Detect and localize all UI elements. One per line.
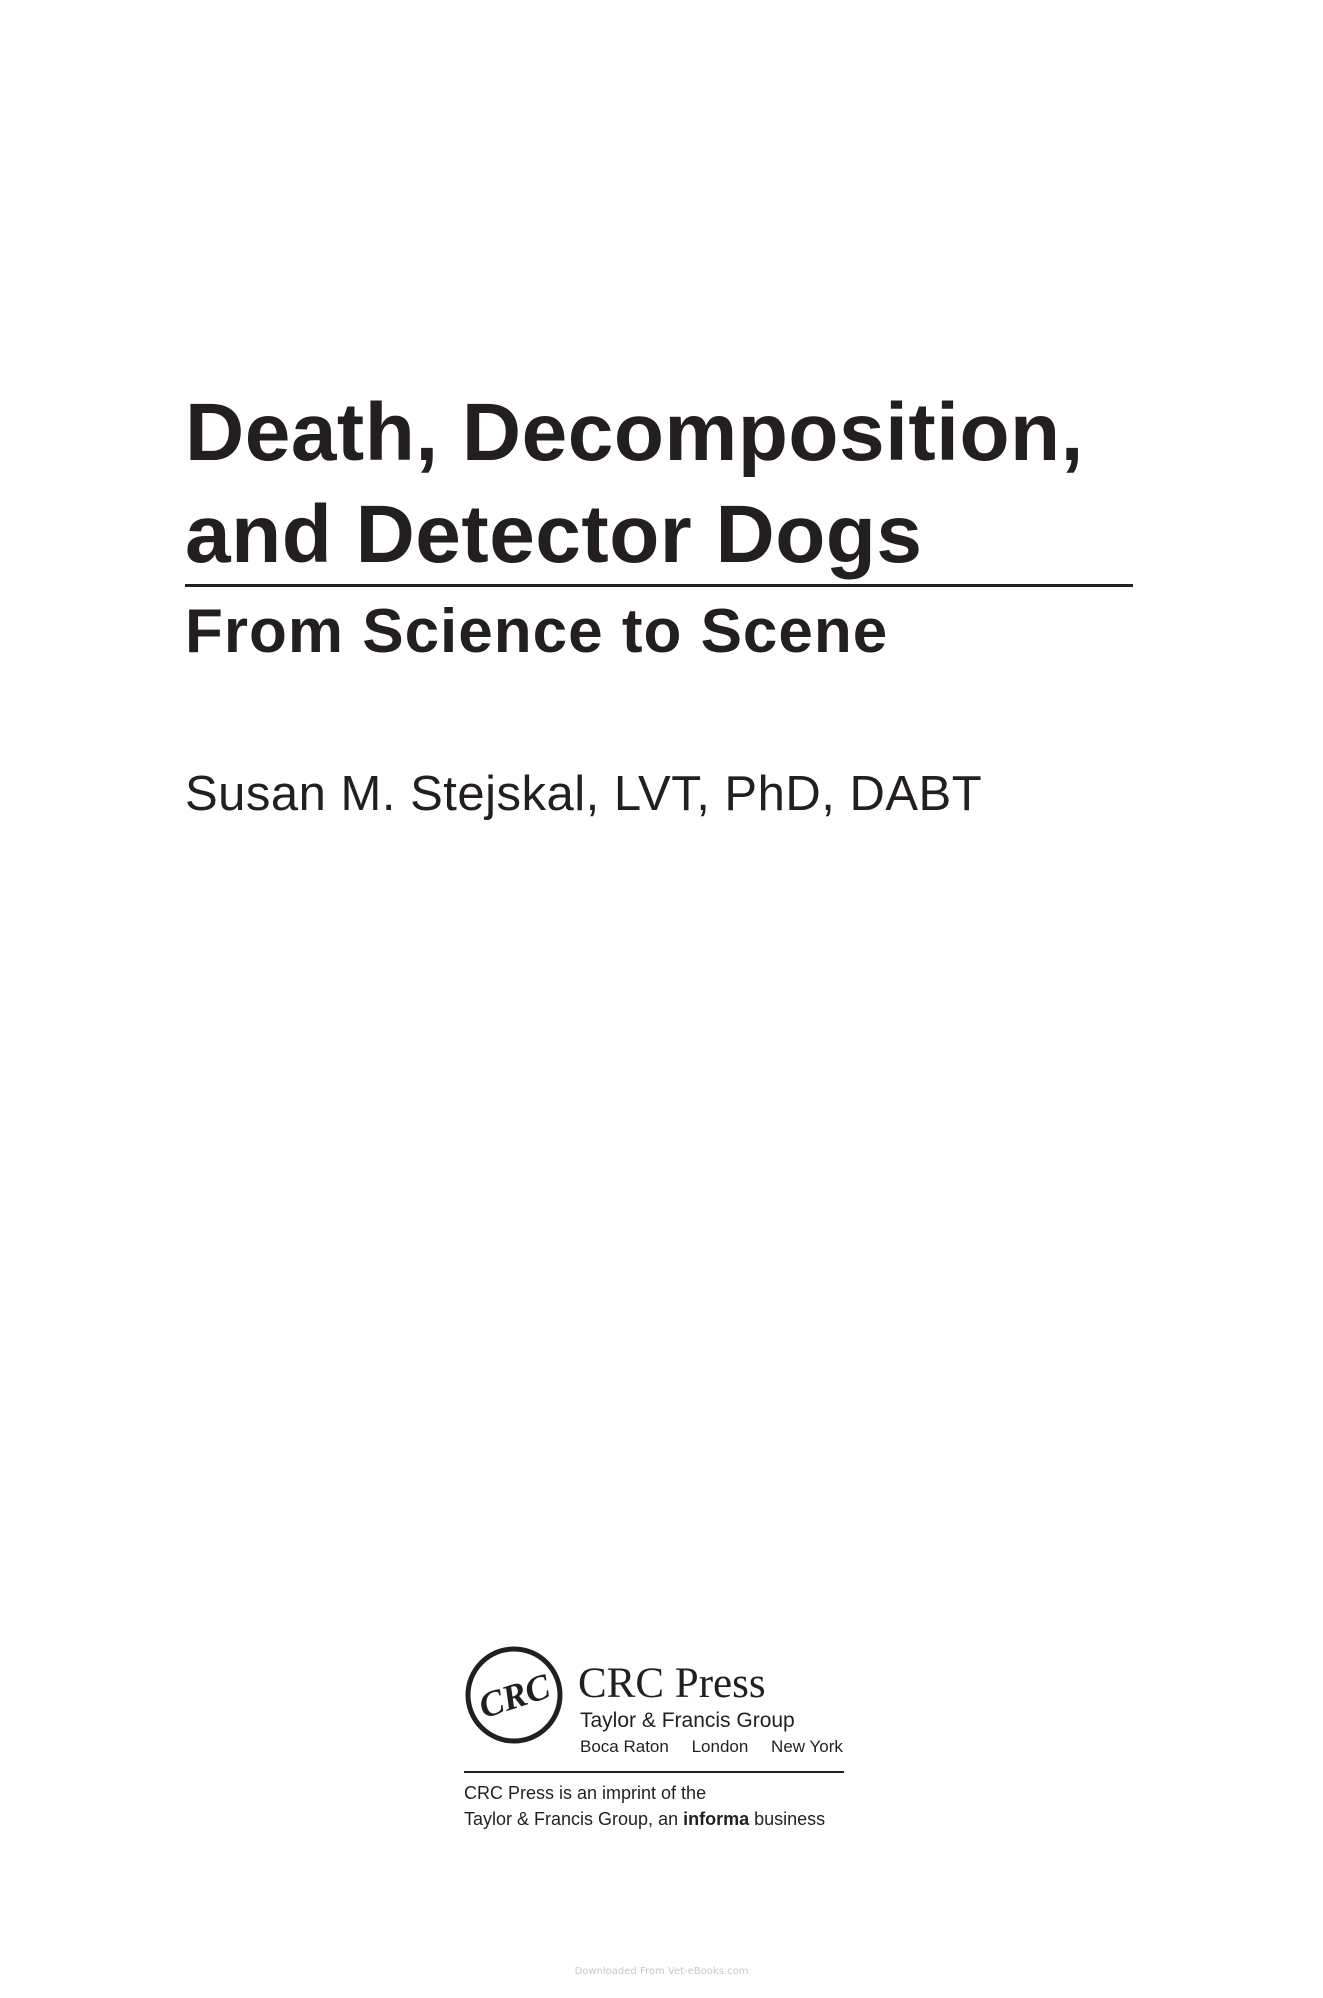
imprint-line-2-suffix: business (749, 1809, 826, 1829)
book-subtitle: From Science to Scene (185, 597, 889, 666)
imprint-line-1: CRC Press is an imprint of the (464, 1783, 707, 1803)
book-title-line-2: and Detector Dogs (185, 489, 923, 580)
book-title (185, 382, 1084, 586)
publisher-city: London (691, 1737, 749, 1756)
publisher-divider (464, 1771, 844, 1773)
title-divider (185, 584, 1133, 587)
publisher-group: Taylor & Francis Group (580, 1709, 795, 1732)
publisher-cities (580, 1736, 861, 1758)
crc-press-logo-icon (464, 1645, 564, 1745)
informa-brand: informa (683, 1809, 750, 1829)
imprint-line-2-prefix: Taylor & Francis Group, an (464, 1809, 684, 1829)
publisher-city: New York (771, 1737, 843, 1756)
imprint-line-2 (464, 1806, 825, 1832)
author-name: Susan M. Stejskal, LVT, PhD, DABT (185, 767, 983, 821)
publisher-city: Boca Raton (580, 1737, 669, 1756)
download-watermark: Downloaded From Vet-eBooks.com (574, 1966, 749, 1977)
crc-logo-letters: CRC (473, 1665, 555, 1727)
book-title-line-1: Death, Decomposition, (185, 387, 1084, 478)
publisher-name: CRC Press (578, 1660, 766, 1707)
imprint-statement (464, 1780, 825, 1832)
